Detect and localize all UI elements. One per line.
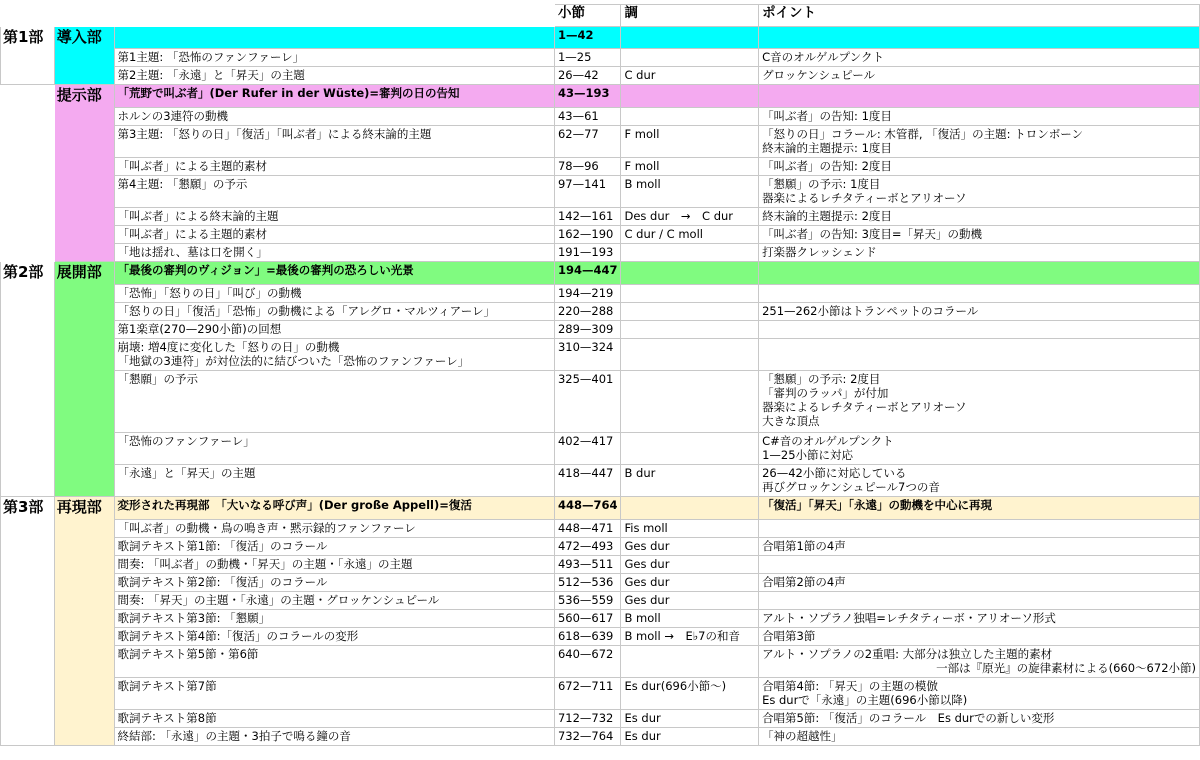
desc-line: 「地獄の3連符」が対位法的に結びついた「恐怖のファンファーレ」 [117,354,470,368]
point-line: C#音のオルゲルプンクト [762,434,894,448]
table-row [1,208,1200,226]
row-bars: 472—493 [554,538,621,556]
table-row [1,592,1200,610]
row-desc: 歌詞テキスト第5節・第6節 [114,646,554,678]
row-bars: 191—193 [554,244,621,262]
point-line: 合唱第4節: 「昇天」の主題の模倣 [762,679,938,693]
row-point: 「叫ぶ者」の告知: 3度目=「昇天」の動機 [759,226,1200,244]
desc-line: 崩壊: 増4度に変化した「怒りの日」の動機 [117,340,340,354]
row-key: Ges dur [621,592,759,610]
table-row [1,285,1200,303]
row-bars: 618—639 [554,628,621,646]
table-row [1,49,1200,67]
row-bars: 712—732 [554,710,621,728]
row-bars: 43—61 [554,108,621,126]
row-bars: 142—161 [554,208,621,226]
row-bars: 289—309 [554,321,621,339]
row-bars: 418—447 [554,465,621,497]
row-bars: 560—617 [554,610,621,628]
row-key: C dur [621,67,759,85]
header-point: ポイント [759,5,1200,27]
table-row [1,574,1200,592]
row-desc: ホルンの3連符の動機 [114,108,554,126]
row-key [621,49,759,67]
table-row [1,244,1200,262]
row-desc: 「恐怖」「怒りの日」「叫び」の動機 [114,285,554,303]
row-desc: 「荒野で叫ぶ者」(Der Rufer in der Wüste)=審判の日の告知 [114,85,554,108]
row-point [759,371,1200,433]
point-line: 「懇願」の予示: 1度目 [762,177,881,191]
row-point [759,646,1200,678]
row-key: Ges dur [621,538,759,556]
row-desc: 間奏: 「昇天」の主題・「永遠」の主題・グロッケンシュピール [114,592,554,610]
row-desc: 第3主題: 「怒りの日」「復活」「叫ぶ者」による終末論的主題 [114,126,554,158]
row-point [759,285,1200,303]
table-row [1,339,1200,371]
row-desc: 歌詞テキスト第3節: 「懇願」 [114,610,554,628]
row-point [759,262,1200,285]
row-key: Ges dur [621,556,759,574]
row-point: C音のオルゲルプンクト [759,49,1200,67]
row-point: 合唱第5節: 「復活」のコラール Es durでの新しい変形 [759,710,1200,728]
row-desc: 「叫ぶ者」の動機・鳥の鳴き声・黙示録的ファンファーレ [114,520,554,538]
header-row [1,5,1200,27]
row-key [621,262,759,285]
section-recap: 再現部 [54,497,114,746]
table-row [1,126,1200,158]
table-row [1,556,1200,574]
row-point [759,339,1200,371]
row-desc: 歌詞テキスト第2節: 「復活」のコラール [114,574,554,592]
row-point [759,556,1200,574]
row-desc: 歌詞テキスト第8節 [114,710,554,728]
row-key: Es dur [621,710,759,728]
point-line: 器楽によるレチタティーボとアリオーソ [762,191,967,205]
row-point: 終末論的主題提示: 2度目 [759,208,1200,226]
table-row [1,610,1200,628]
row-key: C dur / C moll [621,226,759,244]
row-point: 251—262小節はトランペットのコラール [759,303,1200,321]
row-desc: 「懇願」の予示 [114,371,554,433]
row-point: 「神の超越性」 [759,728,1200,746]
row-point: 「復活」「昇天」「永遠」の動機を中心に再現 [759,497,1200,520]
table-row [1,728,1200,746]
table-row [1,497,1200,520]
point-line: 「怒りの日」コラール: 木管群, 「復活」の主題: トロンボーン [762,127,1083,141]
row-desc: 第2主題: 「永遠」と「昇天」の主題 [114,67,554,85]
row-bars: 26—42 [554,67,621,85]
table-row [1,176,1200,208]
row-bars: 62—77 [554,126,621,158]
row-key: Des dur → C dur [621,208,759,226]
row-bars: 78—96 [554,158,621,176]
section-exposition: 提示部 [54,85,114,262]
part-3-label: 第3部 [1,497,55,746]
row-desc: 「地は揺れ、墓は口を開く」 [114,244,554,262]
row-point: 合唱第1節の4声 [759,538,1200,556]
table-row [1,646,1200,678]
row-bars: 448—764 [554,497,621,520]
row-desc: 「叫ぶ者」による主題的素材 [114,158,554,176]
point-line: 26—42小節に対応している [762,466,907,480]
point-line: 「懇願」の予示: 2度目 [762,372,881,386]
row-key: F moll [621,126,759,158]
point-line: 再びグロッケンシュピール7つの音 [762,480,940,494]
row-point [759,465,1200,497]
row-desc: 「怒りの日」「復活」「恐怖」の動機による「アレグロ・マルツィアーレ」 [114,303,554,321]
part-2-label: 第2部 [1,262,55,497]
row-key [621,27,759,49]
row-desc: 「恐怖のファンファーレ」 [114,433,554,465]
row-desc: 「叫ぶ者」による主題的素材 [114,226,554,244]
part-1-label: 第1部 [1,27,55,85]
table-row [1,158,1200,176]
table-row [1,226,1200,244]
row-key: B moll [621,610,759,628]
table-row [1,628,1200,646]
row-key: Es dur [621,728,759,746]
table-row [1,262,1200,285]
row-desc [114,27,554,49]
row-bars: 512—536 [554,574,621,592]
row-key [621,339,759,371]
row-key [621,371,759,433]
row-desc: 歌詞テキスト第4節:「復活」のコラールの変形 [114,628,554,646]
row-bars: 672—711 [554,678,621,710]
row-point [759,176,1200,208]
row-point [759,85,1200,108]
row-bars: 194—447 [554,262,621,285]
row-key: B dur [621,465,759,497]
row-bars: 325—401 [554,371,621,433]
row-point [759,592,1200,610]
table-row [1,465,1200,497]
point-line: 「審判のラッパ」が付加 [762,386,889,400]
table-row [1,371,1200,433]
table-row [1,303,1200,321]
row-key [621,244,759,262]
row-point: 合唱第2節の4声 [759,574,1200,592]
row-bars: 536—559 [554,592,621,610]
row-bars: 448—471 [554,520,621,538]
row-key [621,303,759,321]
row-bars: 310—324 [554,339,621,371]
row-point: 打楽器クレッシェンド [759,244,1200,262]
header-key: 調 [621,5,759,27]
section-intro: 導入部 [54,27,114,85]
row-bars: 1—25 [554,49,621,67]
row-key: F moll [621,158,759,176]
table-row [1,678,1200,710]
row-point [759,321,1200,339]
row-key [621,321,759,339]
point-line: 終末論的主題提示: 1度目 [762,141,892,155]
row-desc: 「永遠」と「昇天」の主題 [114,465,554,497]
row-key [621,285,759,303]
row-point [759,678,1200,710]
row-key [621,497,759,520]
row-key [621,433,759,465]
row-point [759,433,1200,465]
table-row [1,85,1200,108]
row-desc: 第4主題: 「懇願」の予示 [114,176,554,208]
row-bars: 43—193 [554,85,621,108]
point-line: 大きな頂点 [762,414,820,428]
row-key: Es dur(696小節〜) [621,678,759,710]
row-bars: 732—764 [554,728,621,746]
row-desc: 「叫ぶ者」による終末論的主題 [114,208,554,226]
row-desc: 歌詞テキスト第7節 [114,678,554,710]
row-bars: 640—672 [554,646,621,678]
row-point [759,27,1200,49]
table-row [1,433,1200,465]
row-desc: 第1楽章(270—290小節)の回想 [114,321,554,339]
point-line: Es durで「永遠」の主題(696小節以降) [762,693,968,707]
row-desc: 終結部: 「永遠」の主題・3拍子で鳴る鐘の音 [114,728,554,746]
row-key [621,85,759,108]
row-bars: 97—141 [554,176,621,208]
row-bars: 1—42 [554,27,621,49]
row-point: 合唱第3節 [759,628,1200,646]
row-point [759,520,1200,538]
row-bars: 402—417 [554,433,621,465]
row-point: グロッケンシュピール [759,67,1200,85]
row-desc: 「最後の審判のヴィジョン」=最後の審判の恐ろしい光景 [114,262,554,285]
row-key: B moll → E♭7の和音 [621,628,759,646]
table-row [1,67,1200,85]
row-key: Ges dur [621,574,759,592]
row-key [621,108,759,126]
row-key: Fis moll [621,520,759,538]
row-desc [114,339,554,371]
table-row [1,108,1200,126]
row-key [621,646,759,678]
section-development: 展開部 [54,262,114,497]
row-desc: 歌詞テキスト第1節: 「復活」のコラール [114,538,554,556]
row-point: アルト・ソプラノ独唱=レチタティーボ・アリオーソ形式 [759,610,1200,628]
point-line: 一部は『原光』の旋律素材による(660〜672小節) [936,661,1196,675]
table-row [1,27,1200,49]
row-point [759,126,1200,158]
row-bars: 493—511 [554,556,621,574]
point-line: 器楽によるレチタティーボとアリオーソ [762,400,967,414]
structure-table [0,4,1200,746]
point-line: 1—25小節に対応 [762,448,854,462]
row-bars: 220—288 [554,303,621,321]
row-bars: 194—219 [554,285,621,303]
table-row [1,710,1200,728]
row-point: 「叫ぶ者」の告知: 2度目 [759,158,1200,176]
row-bars: 162—190 [554,226,621,244]
row-point: 「叫ぶ者」の告知: 1度目 [759,108,1200,126]
row-desc: 間奏: 「叫ぶ者」の動機・「昇天」の主題・「永遠」の主題 [114,556,554,574]
point-line: アルト・ソプラノの2重唱: 大部分は独立した主題的素材 [762,647,1053,661]
row-key: B moll [621,176,759,208]
table-row [1,520,1200,538]
row-desc: 第1主題: 「恐怖のファンファーレ」 [114,49,554,67]
row-desc: 変形された再現部 「大いなる呼び声」(Der große Appell)=復活 [114,497,554,520]
table-row [1,538,1200,556]
table-row [1,321,1200,339]
header-bars: 小節 [554,5,621,27]
